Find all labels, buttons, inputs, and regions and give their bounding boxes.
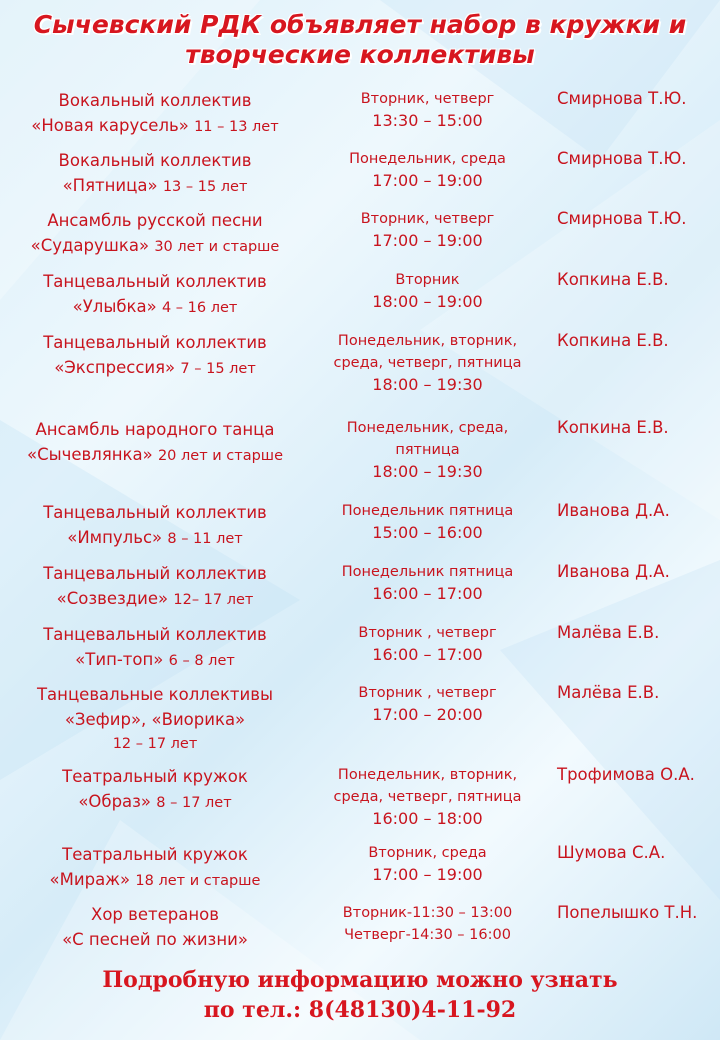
group-name xyxy=(10,561,300,613)
schedule-hours: 18:00 – 19:00 xyxy=(372,292,483,311)
group-title-line xyxy=(10,442,300,469)
schedule-hours: Четверг-14:30 – 16:00 xyxy=(344,927,511,943)
group-title: «Сычевлянка» xyxy=(27,445,153,464)
age-range: 12– 17 лет xyxy=(173,592,254,608)
group-type: Хор ветеранов xyxy=(91,905,219,924)
age-range: 8 – 17 лет xyxy=(156,795,232,811)
schedule-days: Вторник-11:30 – 13:00 xyxy=(342,905,513,921)
footer-line-1: Подробную информацию можно узнать xyxy=(102,967,618,993)
footer-contact xyxy=(0,965,720,1025)
group-type: Танцевальный коллектив xyxy=(43,564,267,583)
group-name xyxy=(10,148,300,200)
group-title: «Улыбка» xyxy=(72,297,157,316)
schedule-days: Вторник, четверг xyxy=(360,91,495,107)
age-range: 30 лет и старше xyxy=(154,239,280,255)
age-range: 12 – 17 лет xyxy=(112,736,198,752)
schedule-days: пятница xyxy=(395,442,460,458)
group-title: «Пятница» xyxy=(62,176,158,195)
group-type: Ансамбль народного танца xyxy=(35,420,275,439)
group-name xyxy=(10,764,300,816)
group-title: «Экспрессия» xyxy=(54,358,176,377)
schedule-days: Понедельник, вторник, xyxy=(337,333,518,349)
group-type: Танцевальный коллектив xyxy=(43,503,267,522)
schedule-time xyxy=(320,417,535,483)
age-range: 8 – 11 лет xyxy=(167,531,243,547)
age-range: 18 лет и старше xyxy=(135,873,261,889)
group-type: Танцевальный коллектив xyxy=(43,333,267,352)
group-name xyxy=(10,330,300,382)
group-name xyxy=(10,417,300,469)
age-range: 20 лет и старше xyxy=(157,448,283,464)
age-range: 4 – 16 лет xyxy=(161,300,238,316)
age-range: 11 – 13 лет xyxy=(194,119,279,135)
schedule-hours: 17:00 – 19:00 xyxy=(372,865,483,884)
schedule-days: Понедельник, вторник, xyxy=(337,767,518,783)
schedule-time xyxy=(320,622,535,666)
leader-name: Иванова Д.А. xyxy=(557,562,670,581)
leader-name: Копкина Е.В. xyxy=(557,270,669,289)
group-title-line xyxy=(10,233,300,260)
group-title-line xyxy=(10,647,300,674)
leader-name: Копкина Е.В. xyxy=(557,331,669,350)
title-line-2: творческие коллективы xyxy=(185,40,535,69)
group-title-line xyxy=(10,707,300,732)
schedule-hours: 13:30 – 15:00 xyxy=(372,111,483,130)
group-type: Театральный кружок xyxy=(62,767,248,786)
group-title-line xyxy=(10,113,300,140)
schedule-days: Вторник , четверг xyxy=(358,625,497,641)
schedule-time xyxy=(320,500,535,544)
leader-name: Иванова Д.А. xyxy=(557,501,670,520)
leader-name: Смирнова Т.Ю. xyxy=(557,149,687,168)
schedule-days: Вторник xyxy=(395,272,460,288)
leader-name: Малёва Е.В. xyxy=(557,683,660,702)
schedule-hours: 17:00 – 19:00 xyxy=(372,231,483,250)
group-title: «Образ» xyxy=(78,792,152,811)
group-name xyxy=(10,682,300,757)
group-type: Вокальный коллектив xyxy=(58,151,252,170)
group-type: Ансамбль русской песни xyxy=(47,211,263,230)
schedule-time xyxy=(320,764,535,830)
leader-name: Смирнова Т.Ю. xyxy=(557,209,687,228)
group-name xyxy=(10,208,300,260)
schedule-time xyxy=(320,842,535,886)
schedule-days: Вторник, четверг xyxy=(360,211,495,227)
group-name xyxy=(10,88,300,140)
group-title-line xyxy=(10,586,300,613)
leader-name: Шумова С.А. xyxy=(557,843,666,862)
age-range: 7 – 15 лет xyxy=(180,361,256,377)
group-title: «Новая карусель» xyxy=(31,116,189,135)
group-title-line xyxy=(10,867,300,894)
schedule-days: Понедельник, среда, xyxy=(346,420,509,436)
group-type: Танцевальные коллективы xyxy=(36,685,274,704)
group-title: «Зефир», «Виорика» xyxy=(64,710,246,729)
schedule-time xyxy=(320,682,535,726)
group-title-line xyxy=(10,173,300,200)
schedule-hours: 18:00 – 19:30 xyxy=(372,462,483,481)
group-title: «С песней по жизни» xyxy=(62,930,248,949)
schedule-days: Понедельник пятница xyxy=(341,503,514,519)
age-range: 13 – 15 лет xyxy=(162,179,248,195)
title-line-1: Сычевский РДК объявляет набор в кружки и xyxy=(33,10,687,39)
leader-name: Попелышко Т.Н. xyxy=(557,903,698,922)
group-title: «Созвездие» xyxy=(56,589,169,608)
footer-phone: по тел.: 8(48130)4-11-92 xyxy=(203,997,517,1023)
group-title-line xyxy=(10,294,300,321)
schedule-hours: 17:00 – 19:00 xyxy=(372,171,483,190)
schedule-time xyxy=(320,208,535,252)
schedule-days: Понедельник, среда xyxy=(349,151,506,167)
leader-name: Трофимова О.А. xyxy=(557,765,695,784)
group-name xyxy=(10,842,300,894)
schedule-days: среда, четверг, пятница xyxy=(333,789,522,805)
schedule-time xyxy=(320,148,535,192)
schedule-hours: 16:00 – 17:00 xyxy=(372,584,483,603)
group-name xyxy=(10,269,300,321)
schedule-time xyxy=(320,88,535,132)
schedule-hours: 16:00 – 18:00 xyxy=(372,809,483,828)
schedule-time xyxy=(320,269,535,313)
leader-name: Копкина Е.В. xyxy=(557,418,669,437)
age-range: 6 – 8 лет xyxy=(168,653,235,669)
group-name xyxy=(10,902,300,952)
group-title: «Импульс» xyxy=(67,528,163,547)
schedule-hours: 16:00 – 17:00 xyxy=(372,645,483,664)
schedule-hours: 18:00 – 19:30 xyxy=(372,375,483,394)
group-type: Театральный кружок xyxy=(62,845,248,864)
group-type: Вокальный коллектив xyxy=(58,91,252,110)
group-type: Танцевальный коллектив xyxy=(43,272,267,291)
group-title-line xyxy=(10,789,300,816)
group-name xyxy=(10,622,300,674)
group-title-line xyxy=(10,355,300,382)
page-title xyxy=(0,10,720,70)
group-title: «Мираж» xyxy=(49,870,131,889)
group-title: «Тип-топ» xyxy=(75,650,164,669)
schedule-time xyxy=(320,330,535,396)
schedule-days: среда, четверг, пятница xyxy=(333,355,522,371)
schedule-hours: 15:00 – 16:00 xyxy=(372,523,483,542)
schedule-time xyxy=(320,561,535,605)
group-title: «Сударушка» xyxy=(30,236,150,255)
leader-name: Малёва Е.В. xyxy=(557,623,660,642)
schedule-days: Вторник , четверг xyxy=(358,685,497,701)
schedule-hours: 17:00 – 20:00 xyxy=(372,705,483,724)
leader-name: Смирнова Т.Ю. xyxy=(557,89,687,108)
group-name xyxy=(10,500,300,552)
group-title-line xyxy=(10,927,300,952)
group-type: Танцевальный коллектив xyxy=(43,625,267,644)
schedule-days: Понедельник пятница xyxy=(341,564,514,580)
schedule-days: Вторник, среда xyxy=(368,845,487,861)
schedule-time xyxy=(320,902,535,946)
group-title-line xyxy=(10,525,300,552)
